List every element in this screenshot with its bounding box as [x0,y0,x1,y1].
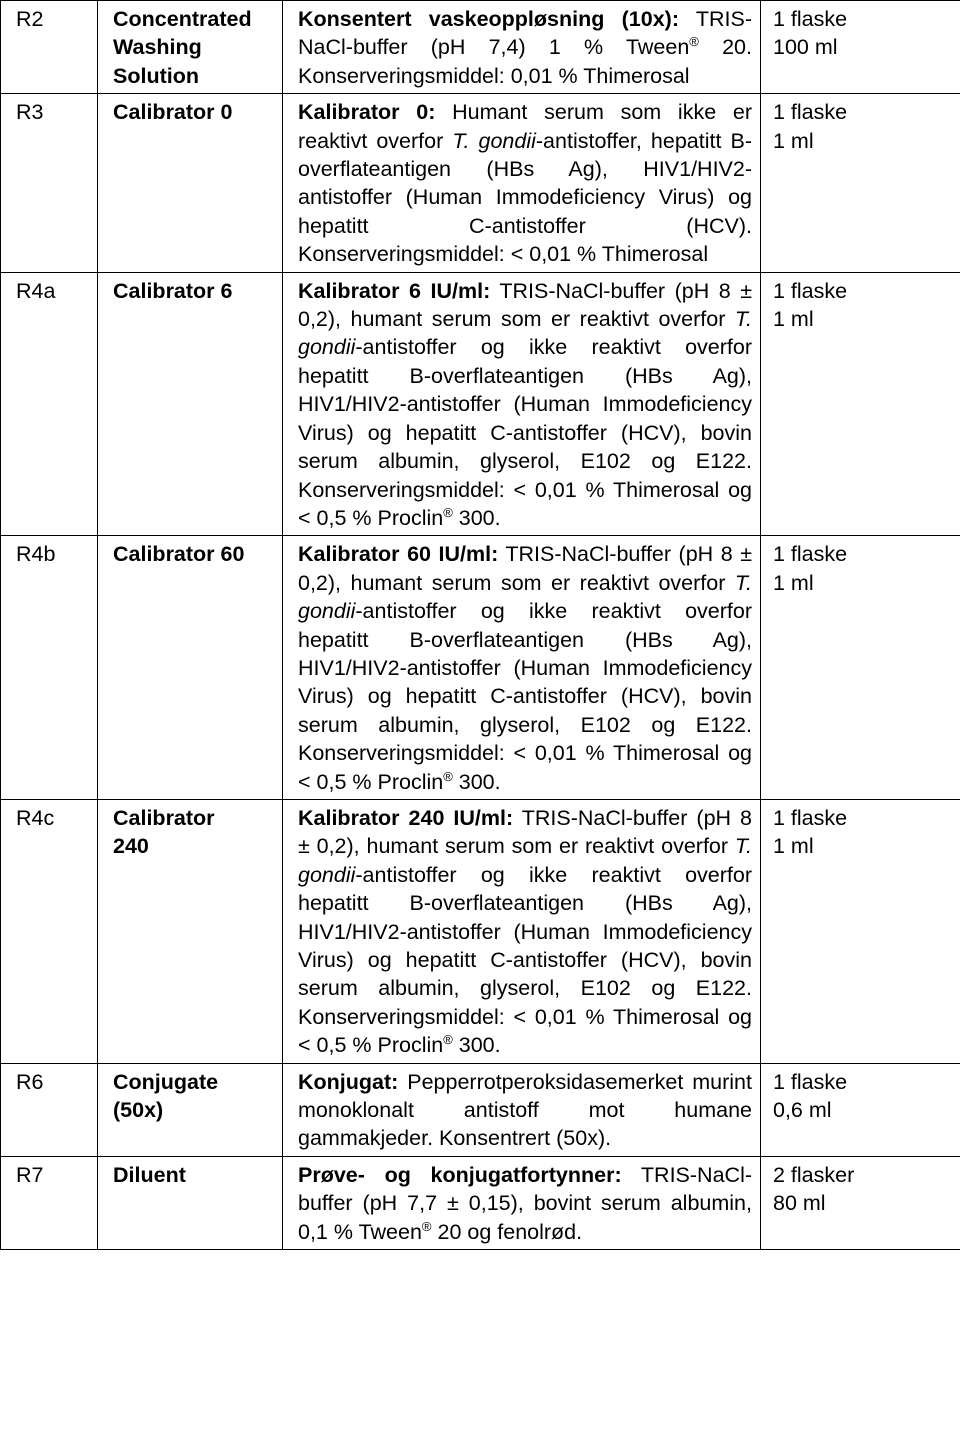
reagent-description [283,1,761,94]
reagent-name-line: Solution [113,63,199,88]
description-text: TRIS-NaCl-buffer (pH 7,4) 1 % Tween [298,7,753,60]
description-text: -antistoffer og ikke reaktivt overfor hepatitt B-overflateantigen (HBs Ag), HIV1/HIV2-antistoffer (Human Immodeficiency Virus) og hepatitt C-antistoffer (HCV), bovin serum albumin, glyserol, E102 og E122. Konserveringsmiddel: < 0,01 % Thimerosal og < 0,5 % Proclin [298,862,752,1058]
reagent-description [283,1063,761,1156]
reagent-name-line: Concentrated [113,7,252,31]
reagent-name [98,536,283,800]
organism-name: T. gondii [298,834,752,887]
description-text: -antistoffer og ikke reaktivt overfor hepatitt B-overflateantigen (HBs Ag), HIV1/HIV2-antistoffer (Human Immodeficiency Virus) og hepatitt C-antistoffer (HCV), bovin serum albumin, glyserol, E102 og E122. Konserveringsmiddel: < 0,01 % Thimerosal og < 0,5 % Proclin [298,599,752,794]
reagent-name-line: (50x) [113,1098,164,1123]
description-text: TRIS-NaCl-buffer (pH 8 ± 0,2), humant serum som er reaktivt overfor [298,542,752,595]
reagent-description [283,1156,761,1249]
reagent-code: R3 [1,94,98,272]
quantity-count: 1 flaske [773,278,848,303]
table-row [1,799,960,1063]
description-text: 300. [452,505,501,530]
description-text: 300. [452,769,501,794]
description-text: 300. [452,1033,501,1058]
reagent-name-line: 240 [113,834,149,859]
reagent-quantity [761,272,960,536]
quantity-volume: 100 ml [773,35,838,60]
reagent-name-line: Conjugate [113,1069,219,1094]
description-label: Kalibrator 240 IU/ml: [298,805,514,830]
reagent-name-line: Calibrator [113,805,215,830]
quantity-count: 1 flaske [773,805,848,830]
description-text: 20 og fenolrød. [431,1219,583,1244]
organism-name: T. gondii [298,307,752,360]
table-row [1,1156,960,1249]
registered-mark: ® [443,768,453,784]
reagent-name-line: Diluent [113,1162,186,1187]
description-text: Pepperrotperoksidasemerket murint monoklonalt antistoff mot humane gammakjeder. Konsentrert (50x). [298,1069,752,1151]
table-row [1,536,960,800]
reagent-name [98,272,283,536]
description-label: Kalibrator 60 IU/ml: [298,542,499,567]
reagent-code: R6 [1,1063,98,1156]
reagent-name-line: Calibrator 0 [113,100,233,125]
description-label: Kalibrator 6 IU/ml: [298,278,491,303]
description-text: Humant serum som ikke er reaktivt overfor [298,100,752,153]
registered-mark: ® [421,1218,432,1234]
quantity-volume: 1 ml [773,570,814,595]
description-text: -antistoffer og ikke reaktivt overfor hepatitt B-overflateantigen (HBs Ag), HIV1/HIV2-antistoffer (Human Immodeficiency Virus) og hepatitt C-antistoffer (HCV), bovin serum albumin, glyserol, E102 og E122. Konserveringsmiddel: < 0,01 % Thimerosal og < 0,5 % Proclin [298,335,752,530]
table-row [1,1,960,94]
reagent-description [283,799,761,1063]
organism-name: T. gondii [298,570,752,624]
reagent-code: R2 [1,1,98,94]
reagent-code: R4a [1,272,98,536]
quantity-count: 1 flaske [773,542,848,567]
reagent-table-body [1,1,960,1250]
organism-name: T. gondii [452,128,536,153]
quantity-count: 2 flasker [773,1162,855,1187]
quantity-volume: 0,6 ml [773,1098,832,1123]
registered-mark: ® [443,504,453,520]
quantity-volume: 1 ml [773,834,814,859]
description-text: 20. Konserveringsmiddel: 0,01 % Thimerosal [298,35,752,88]
quantity-count: 1 flaske [773,1069,848,1094]
registered-mark: ® [443,1032,453,1048]
quantity-volume: 1 ml [773,307,814,332]
reagent-name [98,1063,283,1156]
description-text: -antistoffer, hepatitt B-overflateantigen (HBs Ag), HIV1/HIV2-antistoffer (Human Immodeficiency Virus) og hepatitt C-antistoffer (HCV). Konserveringsmiddel: < 0,01 % Thimerosal [298,128,752,267]
quantity-count: 1 flaske [773,7,848,31]
description-label: Konjugat: [298,1069,399,1094]
quantity-count: 1 flaske [773,100,848,125]
reagent-quantity [761,1156,960,1249]
quantity-volume: 1 ml [773,128,814,153]
table-row [1,1063,960,1156]
description-text: TRIS-NaCl-buffer (pH 8 ± 0,2), humant serum som er reaktivt overfor [298,805,752,859]
reagent-name [98,94,283,272]
description-label: Prøve- og konjugatfortynner: [298,1162,622,1187]
reagent-quantity [761,1063,960,1156]
reagent-description [283,536,761,800]
reagent-name-line: Calibrator 6 [113,278,233,303]
reagent-description [283,272,761,536]
registered-mark: ® [689,34,699,50]
description-text: TRIS-NaCl-buffer (pH 7,7 ± 0,15), bovint serum albumin, 0,1 % Tween [298,1162,753,1244]
reagent-code: R4c [1,799,98,1063]
reagent-quantity [761,94,960,272]
quantity-volume: 80 ml [773,1191,826,1216]
description-label: Konsentert vaskeoppløsning (10x): [298,7,679,31]
reagent-quantity [761,1,960,94]
reagent-code: R7 [1,1156,98,1249]
table-row [1,272,960,536]
reagent-name [98,1,283,94]
reagent-name [98,799,283,1063]
table-row [1,94,960,272]
description-text: TRIS-NaCl-buffer (pH 8 ± 0,2), humant serum som er reaktivt overfor [298,278,752,332]
reagent-code: R4b [1,536,98,800]
description-label: Kalibrator 0: [298,100,436,125]
reagent-description [283,94,761,272]
reagent-quantity [761,799,960,1063]
reagent-name-line: Calibrator 60 [113,542,245,567]
reagent-name [98,1156,283,1249]
reagent-name-line: Washing [113,35,202,60]
reagent-quantity [761,536,960,800]
